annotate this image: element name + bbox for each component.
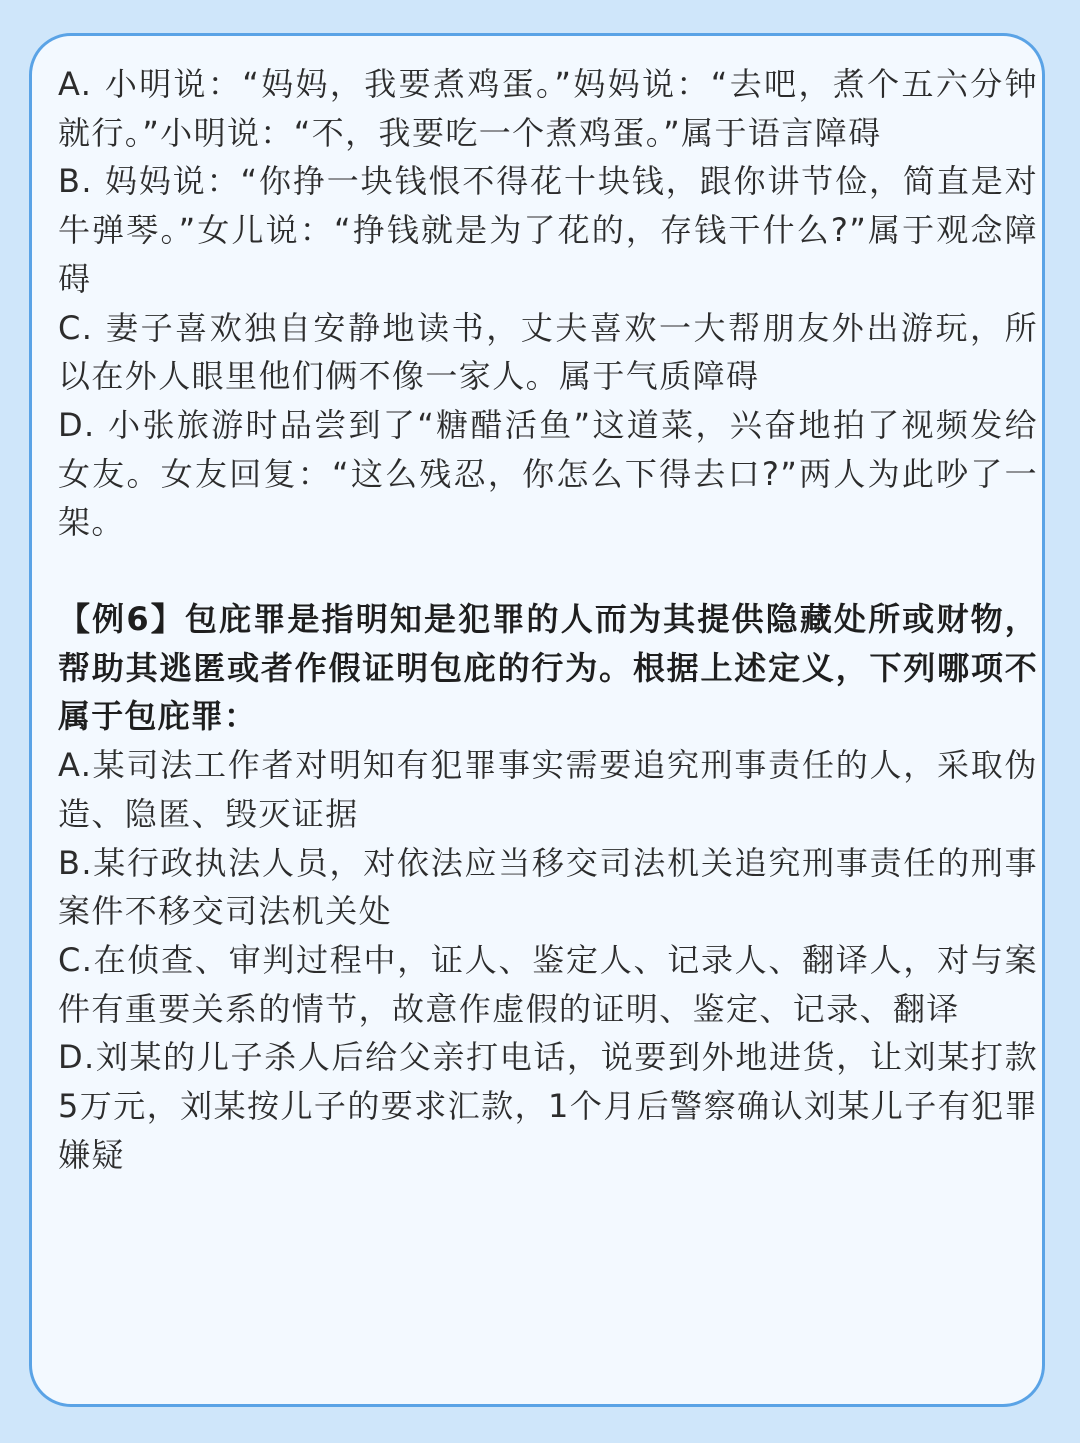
prev-option-d: D. 小张旅游时品尝到了“糖醋活鱼”这道菜，兴奋地拍了视频发给女友。女友回复：“这么残忍，你怎么下得去口?”两人为此吵了一架。: [58, 405, 1038, 542]
section-spacer: [58, 547, 1038, 595]
prev-option-b: B. 妈妈说：“你挣一块钱恨不得花十块钱，跟你讲节俭，简直是对牛弹琴。”女儿说：“挣钱就是为了花的，存钱干什么?”属于观念障碍: [58, 162, 1038, 298]
content-area: [58, 60, 1038, 1179]
example6-option-d: D.刘某的儿子杀人后给父亲打电话，说要到外地进货，让刘某打款5万元，刘某按儿子的要求汇款，1个月后警察确认刘某儿子有犯罪嫌疑: [58, 1038, 1038, 1174]
example6-question: 【例6】包庇罪是指明知是犯罪的人而为其提供隐藏处所或财物，帮助其逃匿或者作假证明包庇的行为。根据上述定义，下列哪项不属于包庇罪：: [58, 600, 1038, 736]
prev-option-c: C. 妻子喜欢独自安静地读书，丈夫喜欢一大帮朋友外出游玩，所以在外人眼里他们俩不像一家人。属于气质障碍: [58, 308, 1038, 396]
example6-option-c: C.在侦查、审判过程中，证人、鉴定人、记录人、翻译人，对与案件有重要关系的情节，故意作虚假的证明、鉴定、记录、翻译: [58, 940, 1038, 1028]
example6-option-b: B.某行政执法人员，对依法应当移交司法机关追究刑事责任的刑事案件不移交司法机关处: [58, 843, 1038, 931]
example6-option-a: A.某司法工作者对明知有犯罪事实需要追究刑事责任的人，采取伪造、隐匿、毁灭证据: [58, 746, 1038, 833]
prev-option-a: A. 小明说：“妈妈，我要煮鸡蛋。”妈妈说：“去吧，煮个五六分钟就行。”小明说：“不，我要吃一个煮鸡蛋。”属于语言障碍: [58, 65, 1038, 152]
